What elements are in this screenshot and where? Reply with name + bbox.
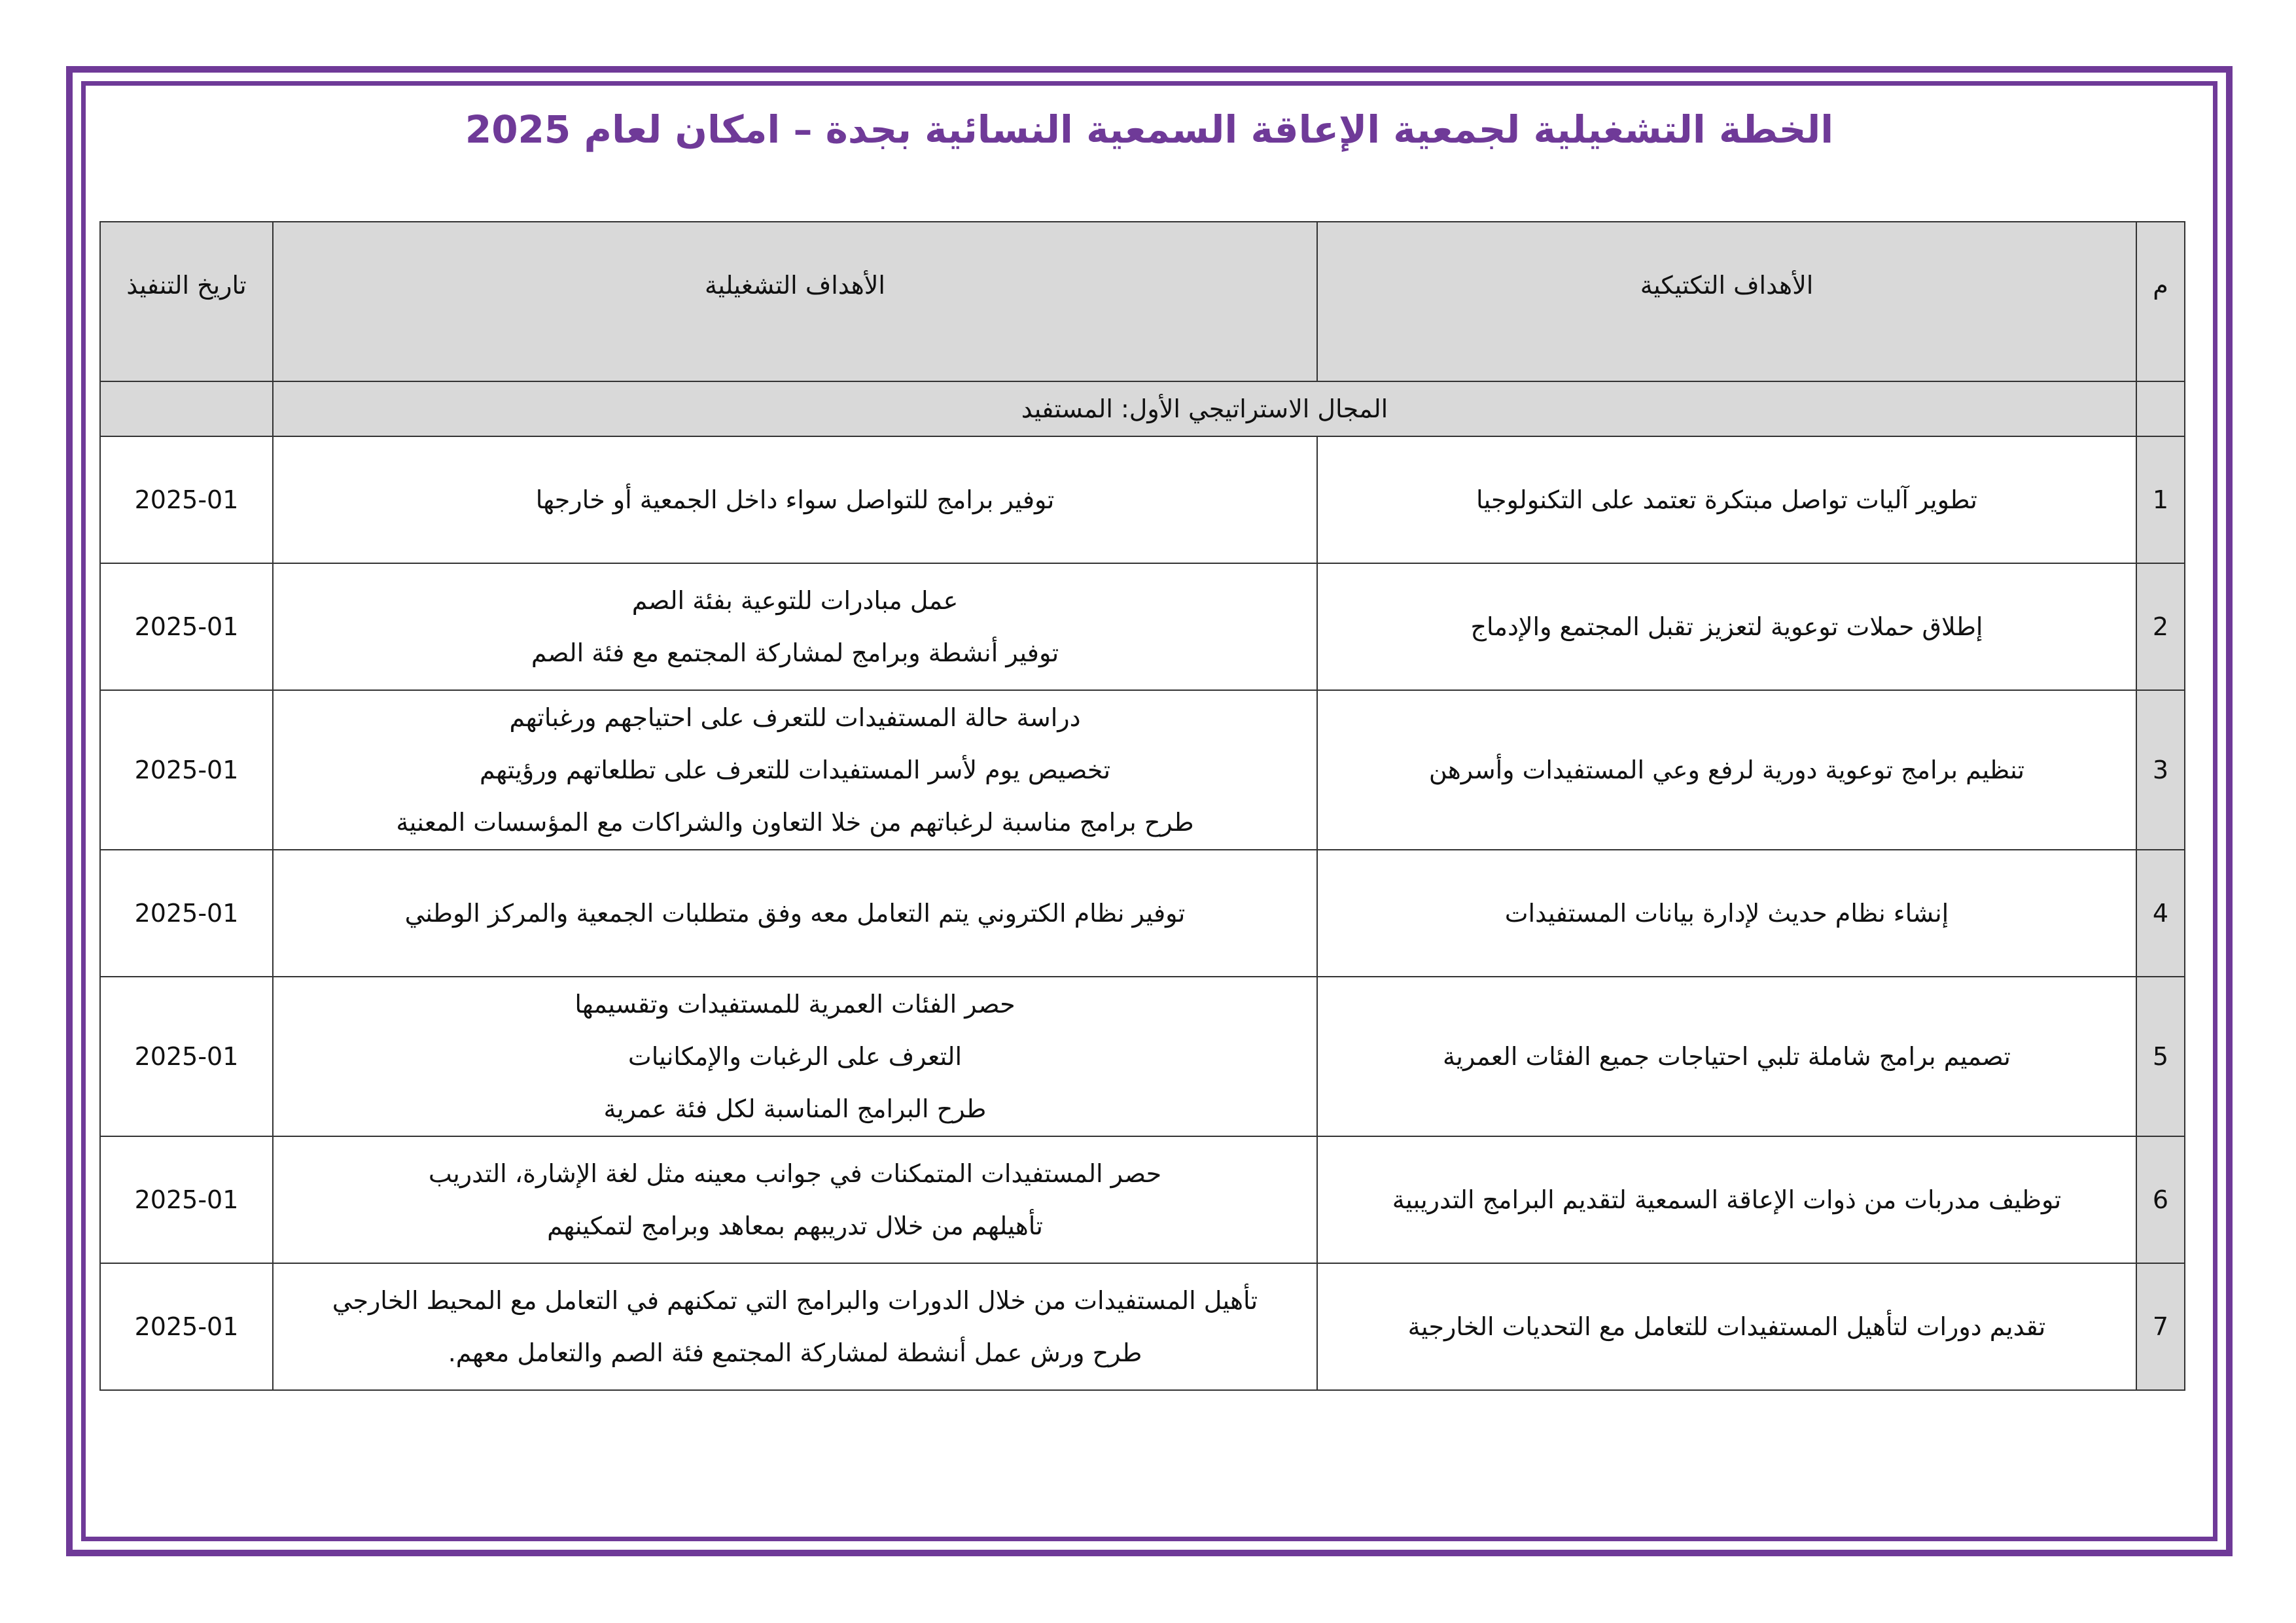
operational-goal: توفير أنشطة وبرامج لمشاركة المجتمع مع فئة الصم	[531, 638, 1059, 667]
operational-goal: توفير نظام الكتروني يتم التعامل معه وفق متطلبات الجمعية والمركز الوطني	[404, 899, 1186, 928]
execution-date: 2025-01	[134, 1312, 239, 1341]
tactical-goal: تقديم دورات لتأهيل المستفيدات للتعامل مع التحديات الخارجية	[1317, 1263, 2136, 1390]
tactical-goal: تنظيم برامج توعوية دورية لرفع وعي المستفيدات وأسرهن	[1317, 690, 2136, 850]
row-number: 1	[2136, 436, 2185, 563]
operational-goal: تأهيلهم من خلال تدريبهم بمعاهد وبرامج لتمكينهم	[547, 1212, 1043, 1240]
plan-table-container	[99, 221, 2184, 1369]
row-number: 2	[2136, 563, 2185, 690]
operational-goal: التعرف على الرغبات والإمكانيات	[627, 1042, 963, 1071]
table-row	[100, 690, 2185, 850]
document-title: الخطة التشغيلية لجمعية الإعاقة السمعية النسائية بجدة – امكان لعام 2025	[465, 107, 1834, 152]
execution-date-cell	[100, 563, 273, 690]
operational-goal: حصر المستفيدات المتمكنات في جوانب معينه مثل لغة الإشارة، التدريب	[428, 1159, 1162, 1188]
operational-goals-cell	[273, 977, 1317, 1136]
row-number: 7	[2136, 1263, 2185, 1390]
header-tactical-goals: الأهداف التكتيكية	[1317, 222, 2136, 381]
table-row	[100, 850, 2185, 977]
row-number: 6	[2136, 1136, 2185, 1263]
execution-date: 2025-01	[134, 485, 239, 514]
execution-date-cell	[100, 850, 273, 977]
table-row	[100, 1136, 2185, 1263]
operational-goals-cell	[273, 563, 1317, 690]
tactical-goal: إطلاق حملات توعوية لتعزيز تقبل المجتمع والإدماج	[1317, 563, 2136, 690]
operational-goal: حصر الفئات العمرية للمستفيدات وتقسيمها	[574, 990, 1016, 1019]
tactical-goal: تصميم برامج شاملة تلبي احتياجات جميع الفئات العمرية	[1317, 977, 2136, 1136]
table-row	[100, 563, 2185, 690]
operational-goal: طرح ورش عمل أنشطة لمشاركة المجتمع فئة الصم والتعامل معهم.	[448, 1338, 1142, 1367]
section-title: المجال الاستراتيجي الأول: المستفيد	[273, 381, 2136, 436]
execution-date-cell	[100, 1263, 273, 1390]
row-number: 5	[2136, 977, 2185, 1136]
execution-date: 2025-01	[134, 1185, 239, 1214]
header-num: م	[2136, 222, 2185, 381]
execution-date-cell	[100, 977, 273, 1136]
operational-goals-cell	[273, 1136, 1317, 1263]
execution-date: 2025-01	[134, 1042, 239, 1071]
operational-goal: توفير برامج للتواصل سواء داخل الجمعية أو خارجها	[535, 485, 1055, 514]
execution-date: 2025-01	[134, 899, 239, 928]
execution-date-cell	[100, 1136, 273, 1263]
operational-goal: تأهيل المستفيدات من خلال الدورات والبرامج التي تمكنهم في التعامل مع المحيط الخارجي	[332, 1286, 1258, 1315]
table-row	[100, 436, 2185, 563]
operational-goals-cell	[273, 690, 1317, 850]
table-row	[100, 1263, 2185, 1390]
row-number: 4	[2136, 850, 2185, 977]
operational-goal: طرح البرامج المناسبة لكل فئة عمرية	[603, 1094, 987, 1123]
section-date-cell	[100, 381, 273, 436]
execution-date: 2025-01	[134, 612, 239, 641]
tactical-goal: إنشاء نظام حديث لإدارة بيانات المستفيدات	[1317, 850, 2136, 977]
operational-goals-cell	[273, 1263, 1317, 1390]
execution-date-cell	[100, 436, 273, 563]
header-operational-goals: الأهداف التشغيلية	[273, 222, 1317, 381]
section-row	[100, 381, 2185, 436]
operational-goal: دراسة حالة المستفيدات للتعرف على احتياجهم ورغباتهم	[509, 703, 1081, 732]
section-num-cell	[2136, 381, 2185, 436]
operational-goal: طرح برامج مناسبة لرغباتهم من خلا التعاون والشراكات مع المؤسسات المعنية	[396, 808, 1194, 837]
table-row	[100, 977, 2185, 1136]
operational-goals-cell	[273, 436, 1317, 563]
execution-date-cell	[100, 690, 273, 850]
header-execution-date: تاريخ التنفيذ	[100, 222, 273, 381]
tactical-goal: تطوير آليات تواصل مبتكرة تعتمد على التكنولوجيا	[1317, 436, 2136, 563]
operational-plan-table	[99, 221, 2185, 1391]
operational-goal: عمل مبادرات للتوعية بفئة الصم	[631, 586, 959, 615]
execution-date: 2025-01	[134, 756, 239, 784]
operational-goal: تخصيص يوم لأسر المستفيدات للتعرف على تطلعاتهم ورؤيتهم	[479, 756, 1111, 784]
tactical-goal: توظيف مدربات من ذوات الإعاقة السمعية لتقديم البرامج التدريبية	[1317, 1136, 2136, 1263]
operational-goals-cell	[273, 850, 1317, 977]
row-number: 3	[2136, 690, 2185, 850]
table-header-row	[100, 222, 2185, 381]
